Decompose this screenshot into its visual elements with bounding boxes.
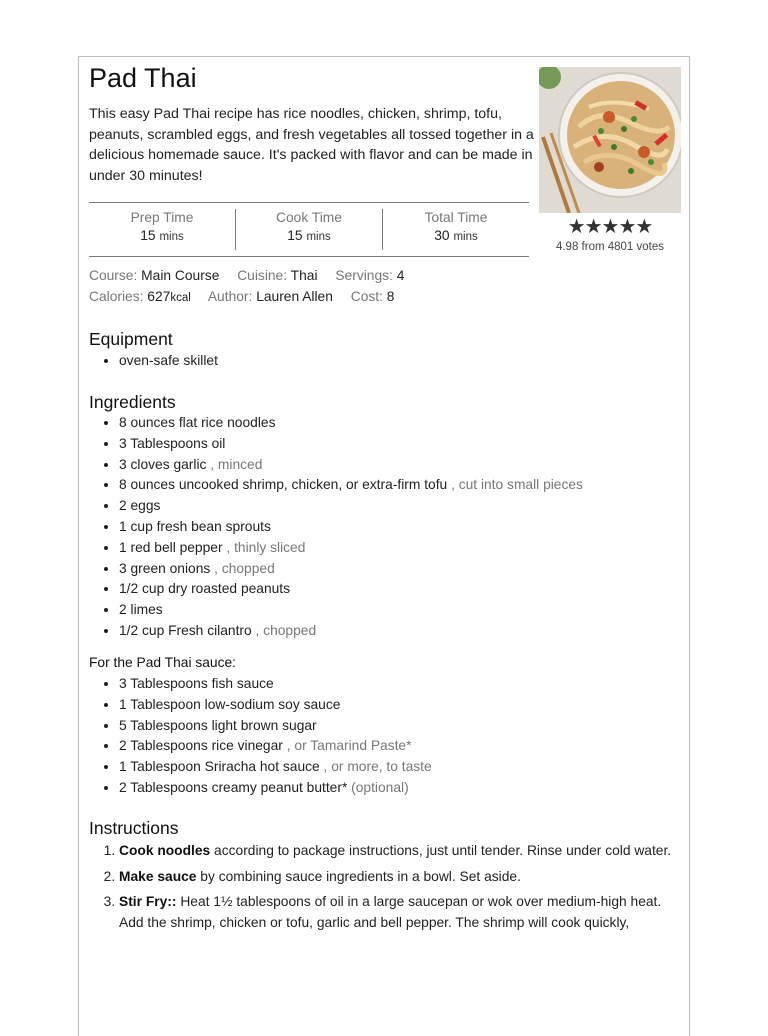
ingredient-text: 1 red bell pepper	[119, 539, 223, 555]
calories-unit: kcal	[170, 292, 191, 304]
ingredient-item	[119, 600, 583, 621]
ingredient-item	[119, 559, 583, 580]
sauce-text: 3 Tablespoons fish sauce	[119, 676, 274, 691]
ingredient-text: 1 cup fresh bean sprouts	[119, 518, 271, 534]
cook-time-value: 15	[287, 228, 303, 243]
prep-time-unit: mins	[159, 231, 184, 243]
ingredient-item	[119, 413, 583, 434]
recipe-card	[78, 56, 690, 1036]
sauce-item	[119, 674, 432, 695]
prep-time-value: 15	[140, 228, 156, 243]
ingredient-text: 8 ounces uncooked shrimp, chicken, or extra-firm tofu	[119, 477, 448, 493]
sauce-text: 1 Tablespoon Sriracha hot sauce	[119, 759, 320, 775]
rating-votes: 4.98 from 4801 votes	[555, 241, 665, 253]
sauce-item	[119, 716, 432, 737]
ingredient-text: 1/2 cup Fresh cilantro	[119, 622, 252, 638]
ingredient-item	[119, 434, 583, 455]
cost-label: Cost:	[350, 289, 383, 304]
ingredient-text: 8 ounces flat rice noodles	[119, 415, 276, 430]
sauce-text: 1 Tablespoon low-sodium soy sauce	[119, 696, 341, 712]
sauce-heading: For the Pad Thai sauce:	[89, 655, 236, 670]
sauce-note: , or more, to taste	[323, 759, 432, 775]
prep-time-label: Prep Time	[130, 210, 194, 225]
instruction-step	[119, 867, 679, 888]
instruction-step-title: Make sauce	[119, 868, 197, 884]
equipment-item: • oven-safe skillet	[119, 351, 218, 372]
sauce-text: 2 Tablespoons creamy peanut butter*	[119, 779, 348, 795]
ingredient-note: , chopped	[255, 622, 317, 638]
ingredients-heading: Ingredients	[89, 392, 176, 412]
instruction-step-text: according to package instructions, just until tender. Rinse under cold water.	[210, 843, 672, 858]
instructions-list	[89, 841, 679, 939]
equipment-heading: Equipment	[89, 329, 173, 349]
cook-time-unit: mins	[306, 231, 331, 243]
sauce-item	[119, 778, 432, 799]
total-time-label: Total Time	[424, 210, 488, 225]
course-value[interactable]: Main Course	[141, 268, 220, 283]
sauce-text: 5 Tablespoons light brown sugar	[119, 717, 317, 733]
sauce-note: , or Tamarind Paste*	[286, 738, 412, 754]
ingredient-note: , cut into small pieces	[451, 477, 583, 493]
ingredient-text: 3 green onions	[119, 560, 211, 576]
instruction-step-title: Stir Fry::	[119, 894, 177, 910]
sauce-text: 2 Tablespoons rice vinegar	[119, 738, 283, 754]
recipe-title: Pad Thai	[89, 63, 197, 93]
total-time-value: 30	[434, 228, 450, 243]
ingredient-text: 1/2 cup dry roasted peanuts	[119, 581, 291, 597]
ingredients-list	[89, 413, 583, 642]
recipe-times	[89, 202, 529, 257]
servings-value[interactable]: 4	[396, 268, 405, 283]
total-time-unit: mins	[453, 231, 478, 243]
ingredient-text: 2 limes	[119, 602, 163, 618]
ingredient-item	[119, 538, 583, 559]
recipe-photo	[539, 67, 681, 213]
ingredient-item	[119, 475, 583, 496]
author-value: Lauren Allen	[256, 289, 333, 304]
sauce-item	[119, 736, 432, 757]
cuisine-label: Cuisine:	[237, 268, 288, 283]
pad-thai-photo	[539, 67, 681, 213]
ingredient-item	[119, 517, 583, 538]
calories-value: 627	[147, 289, 171, 304]
instruction-step-text: Heat 1½ tablespoons of oil in a large saucepan or wok over medium-high heat. Add the shrimp, chicken or tofu, garlic and bell pepper. The shrimp will cook quickly,	[119, 894, 662, 931]
author-label: Author:	[207, 289, 253, 304]
prep-time	[89, 203, 235, 256]
cook-time-label: Cook Time	[276, 210, 342, 225]
recipe-summary: This easy Pad Thai recipe has rice noodles, chicken, shrimp, tofu, peanuts, scrambled eggs, and fresh vegetables all tossed together in a delicious homemade sauce. It's packed with flavor and can be made in under 30 minutes!	[89, 106, 534, 185]
sauce-note: (optional)	[351, 779, 409, 795]
instruction-step	[119, 841, 679, 862]
instructions-heading: Instructions	[89, 818, 179, 838]
sauce-item	[119, 695, 432, 716]
ingredient-note: , minced	[210, 456, 263, 472]
meta-row-1	[89, 268, 404, 283]
ingredient-item	[119, 579, 583, 600]
rating-stars[interactable]: ★★★★★	[567, 216, 653, 238]
ingredient-text: 3 Tablespoons oil	[119, 435, 226, 451]
course-label: Course:	[89, 268, 138, 283]
ingredient-note: , chopped	[214, 560, 275, 576]
ingredient-item	[119, 621, 583, 642]
cost-value: 8	[386, 289, 395, 304]
ingredient-item	[119, 455, 583, 476]
total-time	[382, 209, 529, 250]
ingredient-text: 2 eggs	[119, 498, 161, 514]
cook-time	[235, 209, 382, 250]
cuisine-value[interactable]: Thai	[290, 268, 318, 283]
instruction-step-text: by combining sauce ingredients in a bowl. Set aside.	[196, 868, 521, 884]
meta-row-2	[89, 289, 394, 304]
ingredient-note: , thinly sliced	[226, 539, 306, 555]
equipment-list	[89, 351, 218, 372]
instruction-step-title: Cook noodles	[119, 843, 211, 858]
sauce-list	[89, 674, 432, 799]
servings-label: Servings:	[335, 268, 393, 283]
ingredient-item	[119, 496, 583, 517]
ingredient-text: 3 cloves garlic	[119, 456, 207, 472]
calories-label: Calories:	[89, 289, 144, 304]
instruction-step	[119, 892, 679, 933]
sauce-item	[119, 757, 432, 778]
